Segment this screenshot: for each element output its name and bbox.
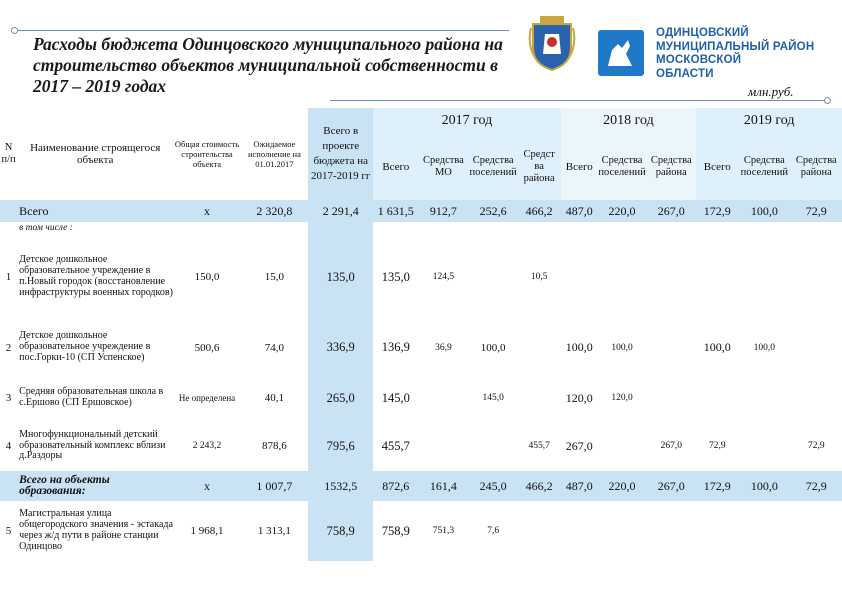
cell-2018-settlements <box>598 421 646 471</box>
cell-2019-district <box>791 222 842 234</box>
cell-2018-total <box>561 501 598 561</box>
col-header-2019: 2019 год <box>696 108 842 134</box>
col-header-name: Наименование строящегося объекта <box>30 142 161 166</box>
cell-2017-settlements: 100,0 <box>480 341 506 354</box>
page-title: Расходы бюджета Одинцовского муниципального района на строительство объектов муниципальной собственности в 2017 – 2019 годах <box>33 34 503 96</box>
col-header-expected: Ожидаемое исполнение на 01.01.2017 <box>247 139 301 169</box>
cell-2017-settlements <box>469 421 518 471</box>
decor-line-bottom <box>330 100 827 101</box>
cell-2018-district <box>646 234 696 320</box>
cell-expected: 1 313,1 <box>257 525 291 537</box>
col-header-2017-district: Средст ва района <box>518 134 561 200</box>
cell-2017-settlements <box>469 234 518 320</box>
cell-2019-total <box>696 375 738 421</box>
cell-n: 4 <box>5 440 12 452</box>
cell-draft: 135,0 <box>308 234 373 320</box>
cell-draft <box>308 222 373 234</box>
cell-2018-total <box>561 222 598 234</box>
cell-expected: 1 007,7 <box>241 471 308 501</box>
cell-2018-total: 100,0 <box>565 340 593 354</box>
cell-2018-settlements: 100,0 <box>611 342 633 353</box>
cell-draft: 1532,5 <box>308 471 373 501</box>
cell-n <box>0 200 17 222</box>
table-row <box>0 375 842 421</box>
cell-expected: 40,1 <box>264 392 285 404</box>
cell-2019-district: 72,9 <box>791 200 842 222</box>
table-row <box>0 234 842 320</box>
cell-2019-settlements <box>738 234 790 320</box>
col-header-2018: 2018 год <box>561 108 697 134</box>
cell-2018-district <box>646 501 696 561</box>
cell-expected: 74,0 <box>264 341 285 354</box>
budget-table <box>0 108 842 561</box>
cell-2017-mo <box>418 421 468 471</box>
cell-cost: х <box>173 200 240 222</box>
cell-2018-total <box>561 234 598 320</box>
decor-dot <box>11 27 18 34</box>
cell-2018-settlements <box>598 234 646 320</box>
cell-name: Всего <box>17 200 173 222</box>
cell-2017-settlements: 245,0 <box>469 471 518 501</box>
cell-2017-mo <box>418 222 468 234</box>
cell-2017-mo: 124,5 <box>432 272 455 282</box>
col-header-2017: 2017 год <box>373 108 560 134</box>
cell-draft: 795,6 <box>308 421 373 471</box>
cell-2019-settlements: 100,0 <box>738 200 790 222</box>
cell-2018-total: 487,0 <box>561 200 598 222</box>
col-header-2019-district: Средства района <box>791 134 842 200</box>
cell-2017-total: 872,6 <box>373 471 418 501</box>
cell-2017-total: 1 631,5 <box>373 200 418 222</box>
col-header-2017-settlements: Средства поселений <box>469 134 518 200</box>
cell-2018-settlements <box>598 222 646 234</box>
cell-name: Всего на объекты образования: <box>17 471 173 501</box>
unit-label: млн.руб. <box>748 84 794 99</box>
cell-name: Средняя образовательная школа в с.Ершово (СП Ершовское) <box>19 386 164 408</box>
cell-n: 1 <box>5 271 12 283</box>
cell-2019-settlements: 100,0 <box>738 471 790 501</box>
cell-2017-total: 455,7 <box>381 438 410 453</box>
col-header-cost: Общая стоимость строительства объекта <box>174 139 240 169</box>
cell-cost: 150,0 <box>194 271 220 283</box>
table-row <box>0 320 842 375</box>
cell-2018-district: 267,0 <box>646 200 696 222</box>
organization-name: ОДИНЦОВСКИЙ МУНИЦИПАЛЬНЫЙ РАЙОН МОСКОВСКОЙ ОБЛАСТИ <box>656 27 815 80</box>
col-header-2018-total: Всего <box>561 134 598 200</box>
cell-2018-settlements: 120,0 <box>611 393 633 403</box>
cell-2017-total: 135,0 <box>381 269 410 284</box>
cell-2018-district <box>646 320 696 375</box>
cell-n <box>0 471 17 501</box>
cell-2017-settlements: 145,0 <box>482 393 504 403</box>
cell-2017-mo: 161,4 <box>418 471 468 501</box>
col-header-2017-total: Всего <box>373 134 418 200</box>
cell-2018-district <box>646 222 696 234</box>
cell-expected <box>241 222 308 234</box>
cell-2018-settlements: 220,0 <box>598 200 646 222</box>
cell-2019-total <box>696 234 738 320</box>
cell-cost: Не определена <box>178 393 236 403</box>
cell-name: Магистральная улица общегородского значения - эстакада через ж/д пути в районе станции Одинцово <box>19 508 173 552</box>
table-row <box>0 222 842 234</box>
cell-2019-district: 72,9 <box>807 441 825 451</box>
cell-2018-district <box>646 375 696 421</box>
cell-2017-mo: 751,3 <box>432 526 455 536</box>
table-row <box>0 471 842 501</box>
cell-2017-settlements <box>469 222 518 234</box>
cell-2017-mo: 36,9 <box>435 342 452 353</box>
cell-2017-district <box>518 222 561 234</box>
cell-2019-settlements <box>738 501 790 561</box>
cell-n: 5 <box>5 525 12 537</box>
cell-2018-district: 267,0 <box>646 471 696 501</box>
cell-draft: 2 291,4 <box>308 200 373 222</box>
cell-n: 3 <box>5 392 12 404</box>
cell-2019-total: 100,0 <box>703 340 731 354</box>
col-header-n: N п/п <box>1 142 16 165</box>
cell-2019-total: 72,9 <box>708 441 726 451</box>
cell-2017-district <box>518 375 561 421</box>
cell-2019-total: 172,9 <box>696 471 738 501</box>
cell-2018-total: 120,0 <box>565 390 593 405</box>
cell-2019-total <box>696 501 738 561</box>
cell-cost: 1 968,1 <box>190 525 224 537</box>
col-header-2019-total: Всего <box>696 134 738 200</box>
cell-2017-mo: 912,7 <box>418 200 468 222</box>
cell-name: в том числе : <box>19 222 73 233</box>
district-logo-icon <box>598 30 644 76</box>
cell-cost: 500,6 <box>194 341 220 354</box>
cell-2017-district <box>518 501 561 561</box>
cell-n <box>0 222 17 234</box>
cell-2017-total: 758,9 <box>381 523 410 538</box>
table-row <box>0 421 842 471</box>
cell-name: Многофункциональный детский образовательный комплекс вблизи д.Раздоры <box>19 428 166 462</box>
coat-of-arms-icon <box>527 14 577 72</box>
cell-2017-total: 136,9 <box>381 340 410 354</box>
cell-name: Детское дошкольное образовательное учреждение в п.Новый городок (восстановление инфраструктуры военных городков) <box>19 254 173 298</box>
cell-draft: 758,9 <box>308 501 373 561</box>
cell-2019-total <box>696 222 738 234</box>
cell-2019-district <box>791 375 842 421</box>
cell-2017-district: 455,7 <box>528 441 550 451</box>
col-header-2017-mo: Средства МО <box>418 134 468 200</box>
cell-2017-district: 10,5 <box>530 272 548 282</box>
cell-cost: х <box>173 471 240 501</box>
cell-2018-district: 267,0 <box>660 441 682 451</box>
cell-2017-settlements: 252,6 <box>469 200 518 222</box>
cell-2019-total: 172,9 <box>696 200 738 222</box>
cell-2019-settlements: 100,0 <box>753 342 775 353</box>
cell-2017-settlements: 7,6 <box>487 526 500 536</box>
table-row <box>0 200 842 222</box>
cell-2017-district: 466,2 <box>518 200 561 222</box>
cell-2019-district: 72,9 <box>791 471 842 501</box>
decor-dot <box>824 97 831 104</box>
cell-name: Детское дошкольное образовательное учреждение в пос.Горки-10 (СП Успенское) <box>19 330 151 363</box>
col-header-total-draft: Всего в проекте бюджета на 2017-2019 гг <box>308 108 373 200</box>
decor-line-top <box>14 30 509 31</box>
cell-n: 2 <box>5 341 12 354</box>
col-header-2019-settlements: Средства поселений <box>738 134 790 200</box>
cell-cost: 2 243,2 <box>192 441 222 451</box>
cell-cost <box>173 222 240 234</box>
col-header-2018-district: Средства района <box>646 134 696 200</box>
cell-expected: 15,0 <box>264 271 285 283</box>
cell-2017-total: 145,0 <box>381 390 410 405</box>
cell-2017-district: 466,2 <box>518 471 561 501</box>
cell-expected: 2 320,8 <box>241 200 308 222</box>
slide-header <box>0 0 842 110</box>
cell-draft: 265,0 <box>308 375 373 421</box>
cell-2017-mo <box>418 375 468 421</box>
col-header-2018-settlements: Средства поселений <box>598 134 646 200</box>
cell-2018-settlements <box>598 501 646 561</box>
cell-2017-total <box>373 222 418 234</box>
cell-2018-total: 487,0 <box>561 471 598 501</box>
table-row <box>0 501 842 561</box>
cell-2019-district <box>791 234 842 320</box>
cell-2018-total: 267,0 <box>565 438 593 453</box>
cell-2019-district <box>791 501 842 561</box>
cell-2019-district <box>791 320 842 375</box>
cell-2018-settlements: 220,0 <box>598 471 646 501</box>
cell-draft: 336,9 <box>308 320 373 375</box>
cell-2019-settlements <box>738 222 790 234</box>
cell-2019-settlements <box>738 375 790 421</box>
cell-2019-settlements <box>738 421 790 471</box>
cell-2017-district <box>518 320 561 375</box>
cell-expected: 878,6 <box>262 440 287 452</box>
